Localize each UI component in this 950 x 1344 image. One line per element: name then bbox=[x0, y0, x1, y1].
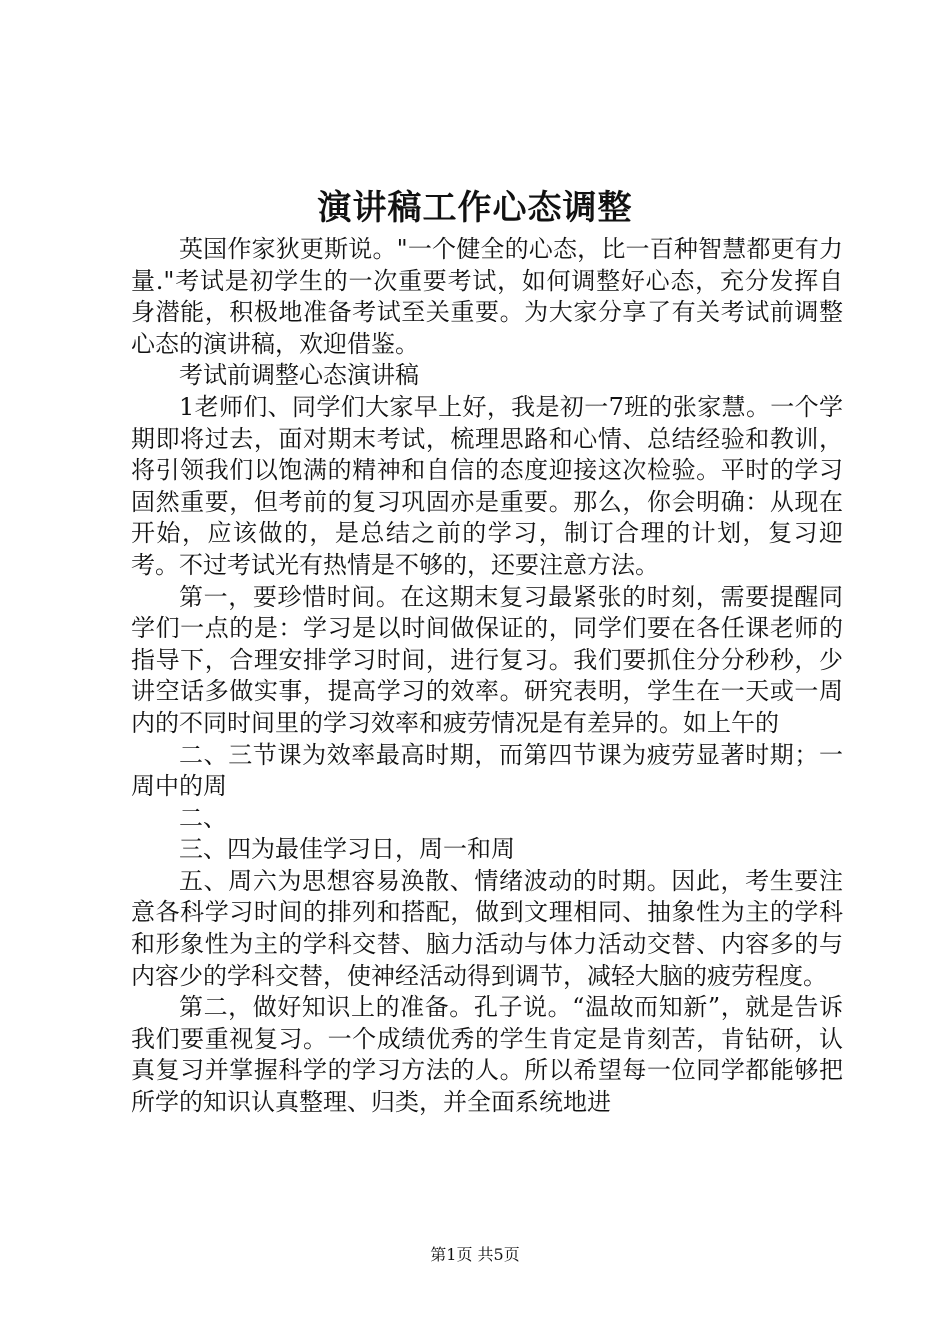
paragraph-intro: 英国作家狄更斯说。"一个健全的心态，比一百种智慧都更有力量."考试是初学生的一次重要考试，如何调整好心态，充分发挥自身潜能，积极地准备考试至关重要。为大家分享了有关考试前调整心态的演讲稿，欢迎借鉴。 bbox=[131, 235, 843, 358]
paragraph-subtitle: 考试前调整心态演讲稿 bbox=[179, 361, 419, 390]
document-title: 演讲稿工作心态调整 bbox=[317, 188, 633, 228]
paragraph-weekday-three-four: 三、四为最佳学习日，周一和周 bbox=[179, 835, 515, 864]
paragraph-weekday-two: 二、 bbox=[179, 803, 227, 832]
page-footer: 第1页 共5页 bbox=[430, 1245, 520, 1264]
paragraph-weekday-five-six: 五、周六为思想容易涣散、情绪波动的时期。因此，考生要注意各科学习时间的排列和搭配，做到文理相同、抽象性为主的学科和形象性为主的学科交替、脑力活动与体力活动交替、内容多的与内容少的学科交替，使神经活动得到调节，减轻大脑的疲劳程度。 bbox=[131, 866, 843, 990]
paragraph-second-point: 第二，做好知识上的准备。孔子说。“温故而知新”，就是告诉我们要重视复习。一个成绩优秀的学生肯定是肯刻苦，肯钻研，认真复习并掌握科学的学习方法的人。所以希望每一位同学都能够把所学的知识认真整理、归类，并全面系统地进 bbox=[131, 993, 843, 1117]
document-body bbox=[131, 234, 843, 1119]
paragraph-first-point: 第一，要珍惜时间。在这期末复习最紧张的时刻，需要提醒同学们一点的是：学习是以时间做保证的，同学们要在各任课老师的指导下，合理安排学习时间，进行复习。我们要抓住分分秒秒，少讲空话多做实事，提高学习的效率。研究表明，学生在一天或一周内的不同时间里的学习效率和疲劳情况是有差异的。如上午的 bbox=[131, 582, 843, 737]
paragraph-greeting: 1老师们、同学们大家早上好，我是初一7班的张家慧。一个学期即将过去，面对期末考试，梳理思路和心情、总结经验和教训，将引领我们以饱满的精神和自信的态度迎接这次检验。平时的学习固然重要，但考前的复习巩固亦是重要。那么，你会明确：从现在开始，应该做的，是总结之前的学习，制订合理的计划，复习迎考。不过考试光有热情是不够的，还要注意方法。 bbox=[131, 392, 843, 579]
paragraph-class-periods: 二、三节课为效率最高时期，而第四节课为疲劳显著时期；一周中的周 bbox=[131, 740, 843, 801]
